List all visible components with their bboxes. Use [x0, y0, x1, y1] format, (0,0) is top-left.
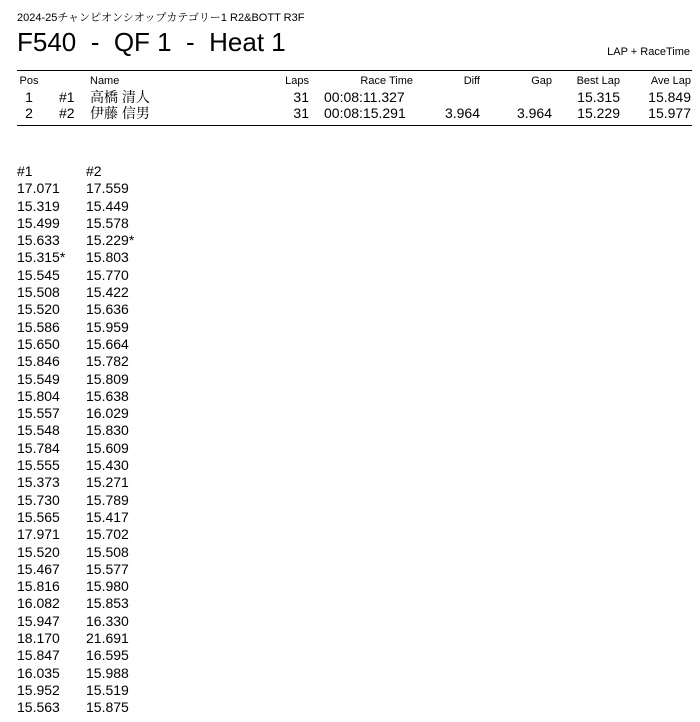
column-header-ave-lap: Ave Lap: [650, 75, 691, 87]
lap-time-cell: 15.555: [17, 457, 60, 474]
result-gap: 3.964: [516, 105, 552, 121]
lap-time-cell: 15.952: [17, 681, 60, 698]
lap-time-cell: 15.959: [86, 318, 129, 335]
lap-time-cell: 15.803: [86, 249, 129, 266]
result-diff: 3.964: [444, 105, 480, 121]
lap-time-cell: 16.330: [86, 612, 129, 629]
lap-time-cell: 17.071: [17, 180, 60, 197]
column-header-pos: Pos: [19, 75, 39, 87]
lap-time-cell: 15.638: [86, 387, 129, 404]
heat-title: F540 - QF 1 - Heat 1: [17, 27, 286, 57]
lap-time-cell: 15.508: [17, 284, 60, 301]
lap-time-cell: 15.650: [17, 335, 60, 352]
result-number: #2: [59, 105, 75, 121]
lap-time-cell: 15.980: [86, 578, 129, 595]
lap-time-cell: 15.730: [17, 491, 60, 508]
lap-time-cell: 15.271: [86, 474, 129, 491]
column-header-best-lap: Best Lap: [576, 75, 620, 87]
lap-time-cell: 15.373: [17, 474, 60, 491]
lap-time-cell: 15.636: [86, 301, 129, 318]
result-ave-lap: 15.849: [648, 89, 691, 105]
lap-time-cell: 15.563: [17, 699, 60, 716]
lap-time-cell: 15.499: [17, 214, 60, 231]
table-row: [17, 89, 692, 105]
lap-time-cell: 15.853: [86, 595, 129, 612]
column-header-name: Name: [90, 75, 120, 87]
lap-time-cell: 15.804: [17, 387, 60, 404]
result-laps: 31: [293, 89, 309, 105]
results-table: [17, 70, 692, 126]
lap-time-cell: 15.770: [86, 266, 129, 283]
lap-time-cell: 18.170: [17, 630, 60, 647]
lap-time-cell: 16.082: [17, 595, 60, 612]
lap-time-cell: 21.691: [86, 630, 129, 647]
lap-time-cell: 15.988: [86, 664, 129, 681]
column-header-race-time: Race Time: [360, 75, 413, 87]
lap-time-cell: 15.784: [17, 439, 60, 456]
lap-time-cell: 15.229*: [86, 232, 135, 249]
result-best-lap: 15.229: [577, 105, 620, 121]
result-name: 伊藤 信男: [90, 105, 150, 121]
lap-time-cell: 15.633: [17, 232, 60, 249]
lap-time-cell: 15.664: [86, 335, 129, 352]
lap-time-cell: 15.809: [86, 370, 129, 387]
report-type: LAP + RaceTime: [607, 46, 690, 58]
column-header-gap: Gap: [531, 75, 552, 87]
result-race-time: 00:08:15.291: [324, 105, 406, 121]
lap-time-cell: 15.702: [86, 526, 129, 543]
lap-time-cell: 15.586: [17, 318, 60, 335]
lap-time-cell: 15.417: [86, 508, 129, 525]
lap-column-header: #1: [17, 163, 33, 179]
lap-time-cell: 15.578: [86, 214, 129, 231]
lap-time-cell: 15.557: [17, 405, 60, 422]
lap-time-cell: 15.315*: [17, 249, 66, 266]
lap-time-cell: 15.609: [86, 439, 129, 456]
lap-time-cell: 15.847: [17, 647, 60, 664]
lap-time-cell: 15.782: [86, 353, 129, 370]
lap-time-cell: 15.520: [17, 301, 60, 318]
lap-time-cell: 15.577: [86, 560, 129, 577]
result-number: #1: [59, 89, 75, 105]
lap-time-cell: 16.029: [86, 405, 129, 422]
lap-time-cell: 15.830: [86, 422, 129, 439]
lap-time-cell: 16.595: [86, 647, 129, 664]
results-header-row: [17, 75, 692, 89]
lap-time-cell: 15.545: [17, 266, 60, 283]
result-best-lap: 15.315: [577, 89, 620, 105]
lap-time-cell: 15.319: [17, 197, 60, 214]
column-header-laps: Laps: [285, 75, 309, 87]
lap-time-cell: 17.971: [17, 526, 60, 543]
lap-column-header: #2: [86, 163, 102, 179]
lap-time-cell: 15.467: [17, 560, 60, 577]
column-header-diff: Diff: [463, 75, 480, 87]
result-laps: 31: [293, 105, 309, 121]
lap-time-cell: 15.846: [17, 353, 60, 370]
lap-time-cell: 16.035: [17, 664, 60, 681]
result-name: 高橋 清人: [90, 89, 150, 105]
lap-time-cell: 17.559: [86, 180, 129, 197]
result-race-time: 00:08:11.327: [324, 89, 405, 105]
lap-time-cell: 15.816: [17, 578, 60, 595]
lap-time-cell: 15.947: [17, 612, 60, 629]
lap-column: [86, 163, 146, 717]
lap-time-cell: 15.520: [17, 543, 60, 560]
lap-time-cell: 15.549: [17, 370, 60, 387]
event-title: 2024-25チャンピオンシオップカテゴリー1 R2&BOTT R3F: [17, 12, 305, 24]
lap-time-cell: 15.508: [86, 543, 129, 560]
lap-time-cell: 15.875: [86, 699, 129, 716]
lap-time-cell: 15.430: [86, 457, 129, 474]
result-pos: 1: [25, 89, 33, 105]
table-row: [17, 105, 692, 121]
lap-time-cell: 15.789: [86, 491, 129, 508]
lap-time-cell: 15.548: [17, 422, 60, 439]
result-ave-lap: 15.977: [648, 105, 691, 121]
lap-time-cell: 15.519: [86, 681, 129, 698]
lap-time-cell: 15.422: [86, 284, 129, 301]
lap-time-cell: 15.565: [17, 508, 60, 525]
lap-time-cell: 15.449: [86, 197, 129, 214]
lap-column: [17, 163, 77, 717]
result-pos: 2: [25, 105, 33, 121]
